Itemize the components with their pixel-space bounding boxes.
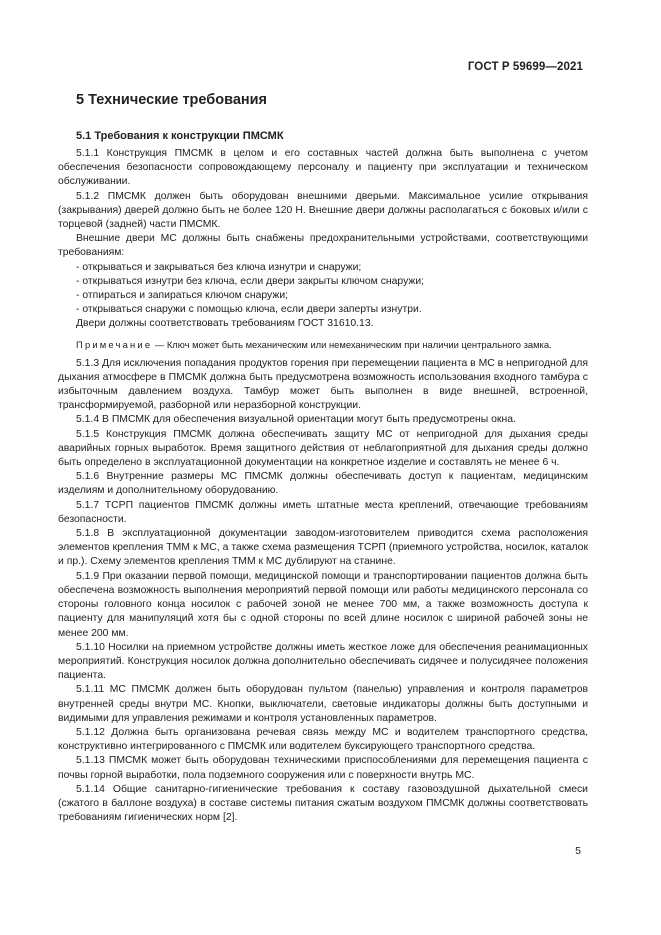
paragraph-5-1-1: 5.1.1 Конструкция ПМСМК в целом и его составных частей должна быть выполнена с учетом обеспечения безопасности сопровождающему персоналу и пациенту при эксплуатации и техническом обслуживании. <box>58 148 588 188</box>
note-label: Примечание <box>76 338 153 350</box>
paragraph-5-1-9: 5.1.9 При оказании первой помощи, медицинской помощи и транспортировании пациентов должна быть обеспечена возможность выполнения мероприятий первой помощи или работы медицинского персонала со стороны головного конца носилок с рабочей зоной не менее 700 мм, а также возможность доступа к пациенту для манипуляций хотя бы с одной стороны по всей длине носилок с шириной рабочей зоны не менее 200 мм. <box>58 570 588 639</box>
section-title: 5 Технические требования <box>76 92 268 108</box>
paragraph-doors-gost: Двери должны соответствовать требованиям ГОСТ 31610.13. <box>76 318 374 330</box>
list-item: - отпираться и запираться ключом снаружи; <box>76 290 289 302</box>
paragraph-5-1-8: 5.1.8 В эксплуатационной документации заводом-изготовителем приводится схема расположения элементов крепления ТММ к МС, а также схема размещения ТСРП (приемного устройства, носилок, каталок и пр.). Схему элементов крепления ТММ к МС дублируют на станине. <box>58 528 588 568</box>
paragraph-5-1-11: 5.1.11 МС ПМСМК должен быть оборудован пультом (панелью) управления и контроля параметров внутренней среды внутри МС. Кнопки, выключатели, световые индикаторы должны быть доступными и видимыми для управления режимами и контроля установленных параметров. <box>58 684 588 724</box>
paragraph-5-1-2: 5.1.2 ПМСМК должен быть оборудован внешними дверьми. Максимальное усилие открывания (закрывания) дверей должно быть не более 120 Н. Внешние двери должны располагаться с боковых и/или с торцевой (задней) части ПМСМК. <box>58 190 588 231</box>
note <box>58 338 588 351</box>
note-text: — Ключ может быть механическим или немеханическим при наличии центрального замка. <box>152 338 552 350</box>
paragraph-5-1-6: 5.1.6 Внутренние размеры МС ПМСМК должны обеспечивать доступ к пациентам, медицинским изделиям и дополнительному оборудованию. <box>58 471 588 497</box>
paragraph-external-doors: Внешние двери МС должны быть снабжены предохранительными устройствами, соответствующими требованиям: <box>58 233 588 259</box>
list-item: - открываться снаружи с помощью ключа, если двери заперты изнутри. <box>76 304 422 316</box>
paragraph-5-1-10: 5.1.10 Носилки на приемном устройстве должны иметь жесткое ложе для обеспечения реанимационных мероприятий. Конструкция носилок должна дополнительно обеспечивать сидячее и полусидячее положения пациента. <box>58 641 588 682</box>
subsection-title: 5.1 Требования к конструкции ПМСМК <box>76 130 284 142</box>
paragraph-5-1-5: 5.1.5 Конструкция ПМСМК должна обеспечивать защиту МС от непригодной для дыхания среды аварийных горных выработок. Время защитного действия от неблагоприятной для дыхания среды должно быть определено в эксплуатационной документации на конкретное изделие и составлять не менее 6 ч. <box>58 428 588 469</box>
list-item: - открываться и закрываться без ключа изнутри и снаружи; <box>76 261 362 273</box>
paragraph-5-1-4: 5.1.4 В ПМСМК для обеспечения визуальной ориентации могут быть предусмотрены окна. <box>76 414 516 426</box>
page-number: 5 <box>575 845 581 857</box>
paragraph-5-1-3: 5.1.3 Для исключения попадания продуктов горения при перемещении пациента в МС в непригодной для дыхания атмосфере в ПМСМК должна быть предусмотрена возможность использования входного тамбура с избыточным давлением воздуха. Тамбур может быть выполнен в виде внешней, встроенной, трансформируемой, разборной или неразборной конструкции. <box>58 357 588 412</box>
paragraph-5-1-12: 5.1.12 Должна быть организована речевая связь между МС и водителем транспортного средства, конструктивно интегрированного с ПМСМК или водителем буксирующего транспортного средства. <box>58 726 588 753</box>
paragraph-5-1-7: 5.1.7 ТСРП пациентов ПМСМК должны иметь штатные места креплений, отвечающие требованиям безопасности. <box>58 499 588 525</box>
document-standard-number: ГОСТ Р 59699—2021 <box>467 61 583 73</box>
door-requirements-list <box>58 261 588 318</box>
list-item: - открываться изнутри без ключа, если двери закрыты ключом снаружи; <box>76 275 425 287</box>
paragraph-5-1-13: 5.1.13 ПМСМК может быть оборудован техническими приспособлениями для перемещения пациента с почвы горной выработки, пола подземного сооружения или с поверхности внутрь МС. <box>58 755 588 781</box>
page-content <box>58 91 588 825</box>
paragraph-5-1-14: 5.1.14 Общие санитарно-гигиенические требования к составу газовоздушной дыхательной смеси (сжатого в баллоне воздуха) в составе системы питания сжатым воздухом ПМСМК должны соответствовать требованиям гигиенических норм [2]. <box>58 783 588 824</box>
